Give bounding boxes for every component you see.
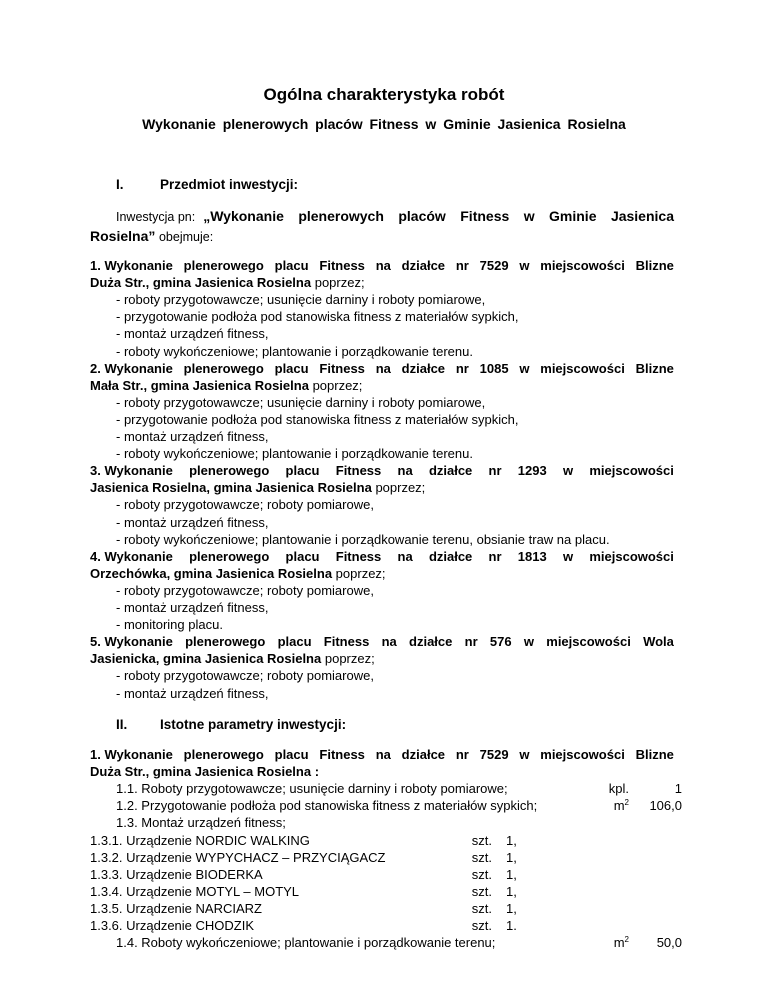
scope-bullet: - roboty przygotowawcze; roboty pomiarowe, <box>116 497 374 513</box>
item-location-bold: Jasienicka, gmina Jasienica Rosielna <box>90 651 322 667</box>
heading-word: działce <box>401 747 446 762</box>
intro-prefix: Inwestycja pn: <box>116 210 196 224</box>
intro-word: plenerowych <box>298 208 384 224</box>
device-qty-3: 1, <box>506 866 517 882</box>
heading-word: w <box>519 258 530 273</box>
section-2-heading: Istotne parametry inwestycji: <box>160 717 347 732</box>
heading-word: nr <box>488 463 502 479</box>
item-heading-1 <box>90 258 674 273</box>
heading-word: w <box>519 747 530 762</box>
heading-word: placu <box>274 258 309 273</box>
heading-word: nr <box>455 747 469 762</box>
item-location-4 <box>90 566 386 581</box>
intro-word: Jasienica <box>610 208 674 224</box>
heading-word: miejscowości <box>589 463 674 479</box>
heading-word: Fitness <box>319 360 365 376</box>
device-row-1: 1.3.1. Urządzenie NORDIC WALKING <box>90 832 310 848</box>
heading-word: w <box>562 463 574 479</box>
heading-word: 576 <box>489 634 512 650</box>
heading-word: 1085 <box>479 360 509 376</box>
heading-word: na <box>375 258 391 273</box>
scope-bullet: - przygotowanie podłoża pod stanowiska fitness z materiałów sypkich, <box>116 309 519 325</box>
intro-word: „Wykonanie <box>203 208 284 224</box>
param-row-4-qty: 50,0 <box>656 935 682 951</box>
item-heading-2 <box>90 361 674 376</box>
heading-word: 4. Wykonanie <box>90 548 173 564</box>
param-item-location <box>90 764 319 779</box>
heading-word: działce <box>401 258 446 273</box>
item-location-rest: poprzez; <box>335 565 386 581</box>
heading-word: na <box>397 548 413 564</box>
heading-word: plenerowego <box>189 548 270 564</box>
scope-bullet: - monitoring placu. <box>116 617 223 633</box>
param-row-2-unit-sup: 2 <box>624 798 629 808</box>
intro-title-words <box>203 208 674 224</box>
item-heading-3 <box>90 463 674 478</box>
heading-word: działce <box>401 360 446 376</box>
heading-word: 2. Wykonanie <box>90 360 173 376</box>
item-location-3 <box>90 480 425 495</box>
heading-word: działce <box>428 548 473 564</box>
scope-bullet: - roboty przygotowawcze; usunięcie darniny i roboty pomiarowe, <box>116 292 486 308</box>
heading-word: 1813 <box>517 548 547 564</box>
device-row-2: 1.3.2. Urządzenie WYPYCHACZ – PRZYCIĄGACZ <box>90 849 386 865</box>
param-row-4-unit-sup: 2 <box>624 935 629 945</box>
heading-word: plenerowego <box>189 463 270 479</box>
device-qty-2: 1, <box>506 849 517 865</box>
param-row-4: 1.4. Roboty wykończeniowe; plantowanie i porządkowanie terenu; <box>116 935 496 951</box>
heading-word: na <box>397 463 413 479</box>
section-2-number: II. <box>116 717 128 732</box>
heading-word: plenerowego <box>183 360 264 376</box>
scope-bullet: - montaż urządzeń fitness, <box>116 514 269 530</box>
device-qty-4: 1, <box>506 883 517 899</box>
item-location-rest: poprzez; <box>324 651 375 667</box>
param-row-1-unit: kpl. <box>608 781 629 797</box>
section-1-heading: Przedmiot inwestycji: <box>160 177 299 192</box>
device-unit-1: szt. <box>471 832 492 848</box>
heading-word: plenerowego <box>183 747 264 762</box>
param-row-1-qty: 1 <box>674 781 682 797</box>
param-row-2-qty: 106,0 <box>649 798 682 814</box>
item-heading-4 <box>90 549 674 564</box>
item-location-rest: poprzez; <box>312 377 363 393</box>
heading-word: miejscowości <box>540 747 625 762</box>
device-qty-6: 1. <box>506 918 517 933</box>
device-unit-5: szt. <box>471 900 492 916</box>
item-heading-5 <box>90 634 674 649</box>
heading-word: w <box>523 634 534 650</box>
item-location-bold: Orzechówka, gmina Jasienica Rosielna <box>90 565 333 581</box>
item-location-2 <box>90 378 362 393</box>
scope-bullet: - montaż urządzeń fitness, <box>116 429 269 444</box>
heading-word: 3. Wykonanie <box>90 463 173 479</box>
heading-word: Fitness <box>335 463 382 479</box>
scope-bullet: - roboty wykończeniowe; plantowanie i porządkowanie terenu, obsianie traw na placu. <box>116 531 610 547</box>
scope-bullet: - przygotowanie podłoża pod stanowiska fitness z materiałów sypkich, <box>116 411 519 427</box>
item-location-bold: Mała Str., gmina Jasienica Rosielna <box>90 377 309 393</box>
param-row-3: 1.3. Montaż urządzeń fitness; <box>116 815 286 831</box>
scope-bullet: - montaż urządzeń fitness, <box>116 685 269 701</box>
heading-word: miejscowości <box>540 360 625 376</box>
heading-word: 5. Wykonanie <box>90 634 173 650</box>
heading-word: Fitness <box>319 258 365 273</box>
device-unit-6: szt. <box>471 918 492 933</box>
device-unit-2: szt. <box>471 849 492 865</box>
heading-word: nr <box>464 634 478 650</box>
scope-bullet: - montaż urządzeń fitness, <box>116 326 269 342</box>
scope-bullet: - roboty przygotowawcze; roboty pomiarowe, <box>116 668 374 684</box>
intro-line-2 <box>90 228 213 244</box>
heading-word: placu <box>277 634 312 650</box>
param-row-4-unit: $m^2$ <box>613 935 629 951</box>
item-location-bold: Duża Str., gmina Jasienica Rosielna <box>90 275 312 291</box>
heading-word: Fitness <box>323 634 370 650</box>
heading-word: nr <box>455 360 469 376</box>
heading-word: miejscowości <box>546 634 631 650</box>
heading-word: 1. Wykonanie <box>90 258 173 273</box>
section-1-number: I. <box>116 177 124 192</box>
heading-word: miejscowości <box>589 548 674 564</box>
param-item-heading <box>90 747 674 762</box>
item-location-rest: poprzez; <box>314 275 365 291</box>
document-title: Ogólna charakterystyka robót <box>263 85 505 104</box>
heading-word: placu <box>285 548 320 564</box>
scope-bullet: - roboty wykończeniowe; plantowanie i porządkowanie terenu. <box>116 343 473 359</box>
heading-word: placu <box>274 747 309 762</box>
heading-word: na <box>375 747 391 762</box>
heading-word: 1293 <box>517 463 547 479</box>
intro-word: Fitness <box>460 208 510 224</box>
device-row-3: 1.3.3. Urządzenie BIODERKA <box>90 866 263 882</box>
heading-word: Blizne <box>635 360 674 376</box>
heading-word: na <box>375 360 391 376</box>
heading-word: plenerowego <box>183 258 264 273</box>
device-qty-5: 1, <box>506 900 517 916</box>
heading-word: miejscowości <box>540 258 625 273</box>
item-location-bold: Jasienica Rosielna, gmina Jasienica Rosielna <box>90 480 372 496</box>
heading-word: działce <box>409 634 453 650</box>
param-row-2: 1.2. Przygotowanie podłoża pod stanowiska fitness z materiałów sypkich; <box>116 798 538 814</box>
scope-bullet: - roboty przygotowawcze; usunięcie darniny i roboty pomiarowe, <box>116 394 486 410</box>
intro-line-1 <box>116 208 674 224</box>
device-row-6: 1.3.6. Urządzenie CHODZIK <box>90 918 255 933</box>
heading-word: 7529 <box>479 747 509 762</box>
param-row-2-unit: $m^2$ <box>613 798 629 814</box>
heading-word: Fitness <box>319 747 365 762</box>
scope-bullet: - roboty wykończeniowe; plantowanie i porządkowanie terenu. <box>116 446 473 462</box>
intro-obejmuje: obejmuje: <box>158 230 214 244</box>
heading-word: Wola <box>643 634 674 650</box>
heading-word: placu <box>285 463 320 479</box>
heading-word: w <box>562 548 574 564</box>
device-row-5: 1.3.5. Urządzenie NARCIARZ <box>90 900 262 916</box>
heading-word: nr <box>455 258 469 273</box>
intro-title-end: Rosielna” <box>90 228 156 244</box>
scope-bullet: - montaż urządzeń fitness, <box>116 600 269 615</box>
item-location-bold: Duża Str., gmina Jasienica Rosielna : <box>90 764 320 780</box>
heading-word: Blizne <box>635 747 674 762</box>
heading-word: Fitness <box>335 548 382 564</box>
heading-word: placu <box>274 360 309 376</box>
heading-word: na <box>381 634 397 650</box>
heading-word: w <box>519 360 530 376</box>
scope-bullet: - roboty przygotowawcze; roboty pomiarowe, <box>116 582 374 598</box>
intro-word: Gminie <box>549 208 597 224</box>
item-location-rest: poprzez; <box>375 480 426 496</box>
heading-word: nr <box>488 548 502 564</box>
device-qty-1: 1, <box>506 832 517 848</box>
param-row-1: 1.1. Roboty przygotowawcze; usunięcie darniny i roboty pomiarowe; <box>116 781 508 797</box>
item-location-5 <box>90 651 375 666</box>
heading-word: plenerowego <box>185 634 266 650</box>
heading-word: Blizne <box>635 258 674 273</box>
intro-word: w <box>523 208 535 224</box>
device-row-4: 1.3.4. Urządzenie MOTYL – MOTYL <box>90 883 300 899</box>
intro-word: placów <box>398 208 446 224</box>
document-subtitle: Wykonanie plenerowych placów Fitness w Gminie Jasienica Rosielna <box>142 116 626 132</box>
device-unit-4: szt. <box>471 883 492 899</box>
heading-word: 1. Wykonanie <box>90 747 173 762</box>
heading-word: działce <box>428 463 473 479</box>
device-unit-3: szt. <box>471 866 492 882</box>
heading-word: 7529 <box>479 258 509 273</box>
item-location-1 <box>90 275 365 290</box>
